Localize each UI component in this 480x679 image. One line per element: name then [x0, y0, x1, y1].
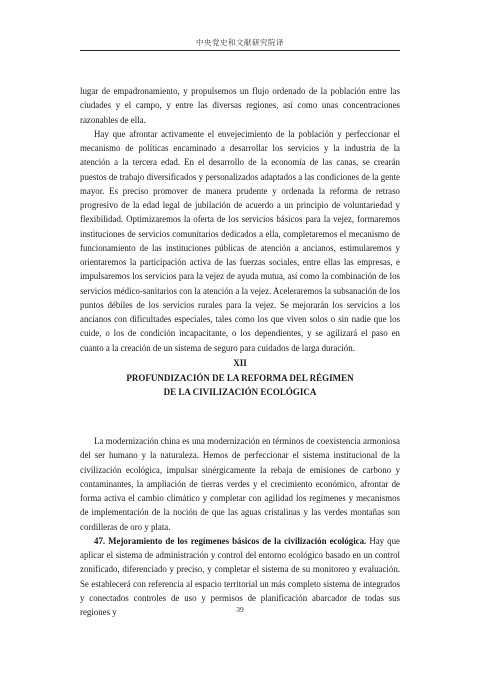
section-title-line2: DE LA CIVILIZACIÓN ECOLÓGICA [163, 387, 317, 397]
body-text [80, 84, 400, 355]
item-47-text: Hay que aplicar el sistema de administración y control del entorno ecológico basado en un control zonificado, diferenciado y preciso, y completar el sistema de su monitoreo y evaluación. Se establecerá con referencia al espacio territorial un más completo sistema de integrados y conectados controles de uso y permisos de planificación abarcador de todas sus regiones y [80, 535, 400, 617]
paragraph-continuation: lugar de empadronamiento, y propulsemos un flujo ordenado de la población entre las ciudades y el campo, y entre las diversas regiones, así como unas concentraciones razonables de ella. [80, 86, 400, 125]
section-title-line1: PROFUNDIZACIÓN DE LA REFORMA DEL RÉGIMEN [126, 372, 354, 383]
section-number: XII [233, 358, 247, 368]
section-heading [80, 356, 400, 400]
running-header: 中央党史和文献研究院译 [196, 38, 284, 47]
header-rule [80, 50, 400, 51]
paragraph-ecology-intro: La modernización china es una modernización en términos de coexistencia armoniosa del ser humano y la naturaleza. Hemos de perfeccionar el sistema institucional de la civilización ecológica, impulsar sinérgicamente la rebaja de emisiones de carbono y contaminantes, la ampliación de tierras verdes y el crecimiento económico, afrontar de forma activa el cambio climático y completar con agilidad los regímenes y mecanismos de implementación de la noción de que las aguas cristalinas y las verdes montañas son cordilleras de oro y plata. [80, 436, 400, 532]
section-body [80, 434, 400, 619]
paragraph-aging: Hay que afrontar activamente el envejecimiento de la población y perfeccionar el mecanismo de políticas encaminado a desarrollar los servicios y la industria de la atención a la tercera edad. En el desarrollo de la economía de las canas, se crearán puestos de trabajo diversificados y personalizados adaptados a las condiciones de la gente mayor. Es preciso promover de manera prudente y ordenada la reforma de retraso progresivo de la edad legal de jubilación de acuerdo a un principio de voluntariedad y flexibilidad. Optimizaremos la oferta de los servicios básicos para la vejez, formaremos instituciones de servicios comunitarios dedicados a ella, completaremos el mecanismo de funcionamiento de las instituciones públicas de atención a ancianos, estimularemos y orientaremos la participación activa de las fuerzas sociales, entre ellas las empresas, e impulsaremos los servicios para la vejez de ayuda mutua, así como la combinación de los servicios médico-sanitarios con la atención a la vejez. Aceleraremos la subsanación de los puntos débiles de los servicios rurales para la vejez. Se mejorarán los servicios a los ancianos con dificultades especiales, tales como los que viven solos o sin nadie que los cuide, o los de condición incapacitante, o los dependientes, y se agilizará el paso en cuanto a la creación de un sistema de seguro para cuidados de larga duración. [80, 128, 400, 353]
page-number: 39 [236, 605, 244, 614]
item-47-heading: 47. Mejoramiento de los regímenes básicos de la civilización ecológica. [94, 535, 367, 546]
